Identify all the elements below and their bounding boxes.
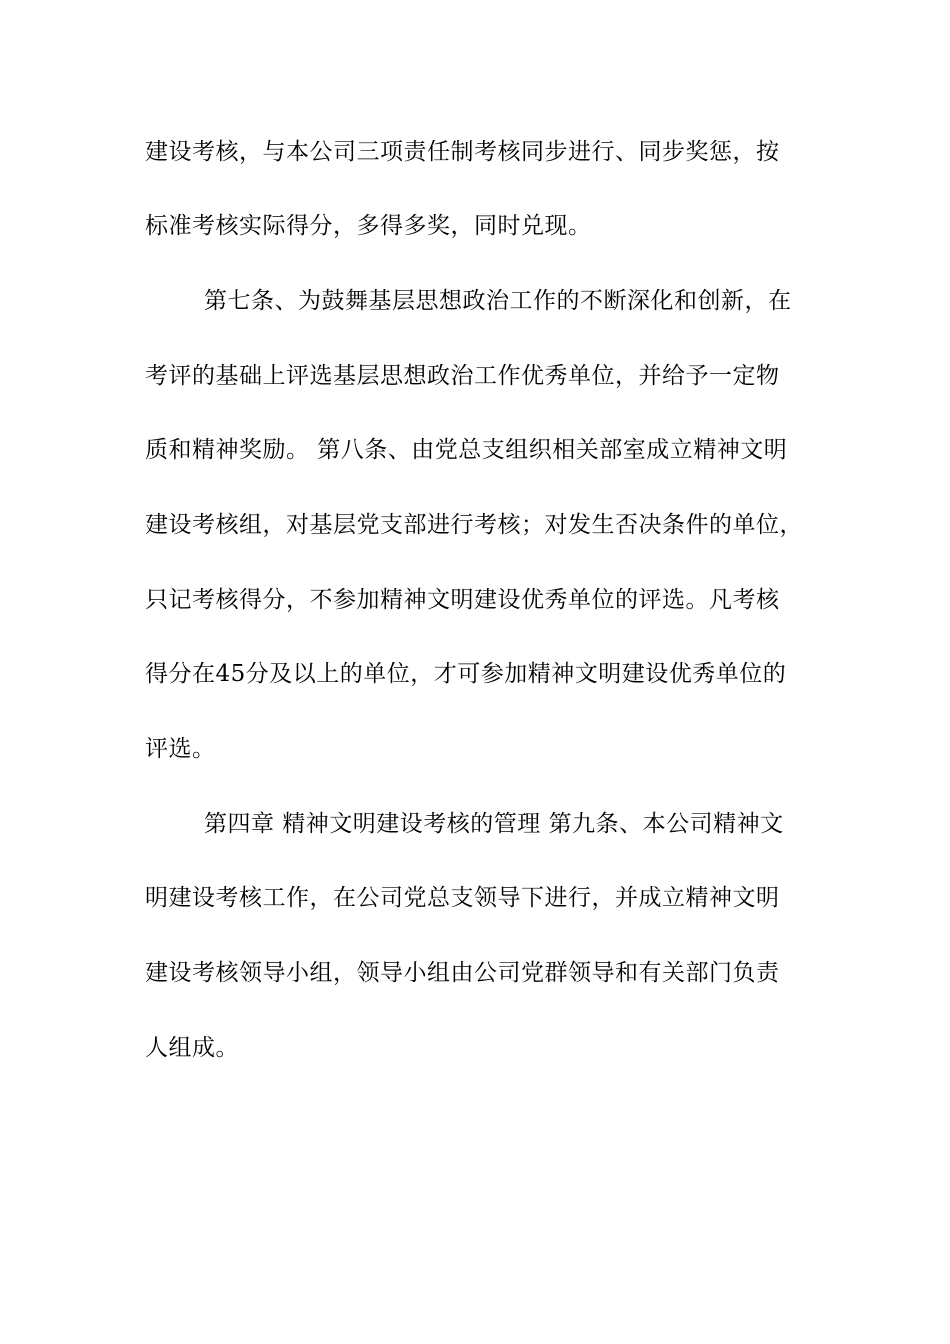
article-8-line-3: 得分在45分及以上的单位，才可参加精神文明建设优秀单位的 [145,661,787,687]
article-8-line-1: 建设考核组，对基层党支部进行考核；对发生否决条件的单位， [145,512,803,538]
article-9-line-3: 人组成。 [145,1035,239,1061]
paragraph-line-1: 建设考核，与本公司三项责任制考核同步进行、同步奖惩，按 [145,139,780,165]
article-7-line-1: 第七条、为鼓舞基层思想政治工作的不断深化和创新，在 [204,288,792,314]
article-7-line-2: 考评的基础上评选基层思想政治工作优秀单位，并给予一定物 [145,363,780,389]
chapter-4-line-1: 第四章 精神文明建设考核的管理 第九条、本公司精神文 [204,811,784,837]
article-8-line-2: 只记考核得分，不参加精神文明建设优秀单位的评选。凡考核 [145,587,780,613]
article-7-line-3: 质和精神奖励。 第八条、由党总支组织相关部室成立精神文明 [145,437,788,463]
article-8-line-4: 评选。 [145,736,216,762]
article-9-line-1: 明建设考核工作，在公司党总支领导下进行，并成立精神文明 [145,885,780,911]
article-9-line-2: 建设考核领导小组，领导小组由公司党群领导和有关部门负责 [145,960,780,986]
paragraph-line-2: 标准考核实际得分，多得多奖，同时兑现。 [145,213,592,239]
